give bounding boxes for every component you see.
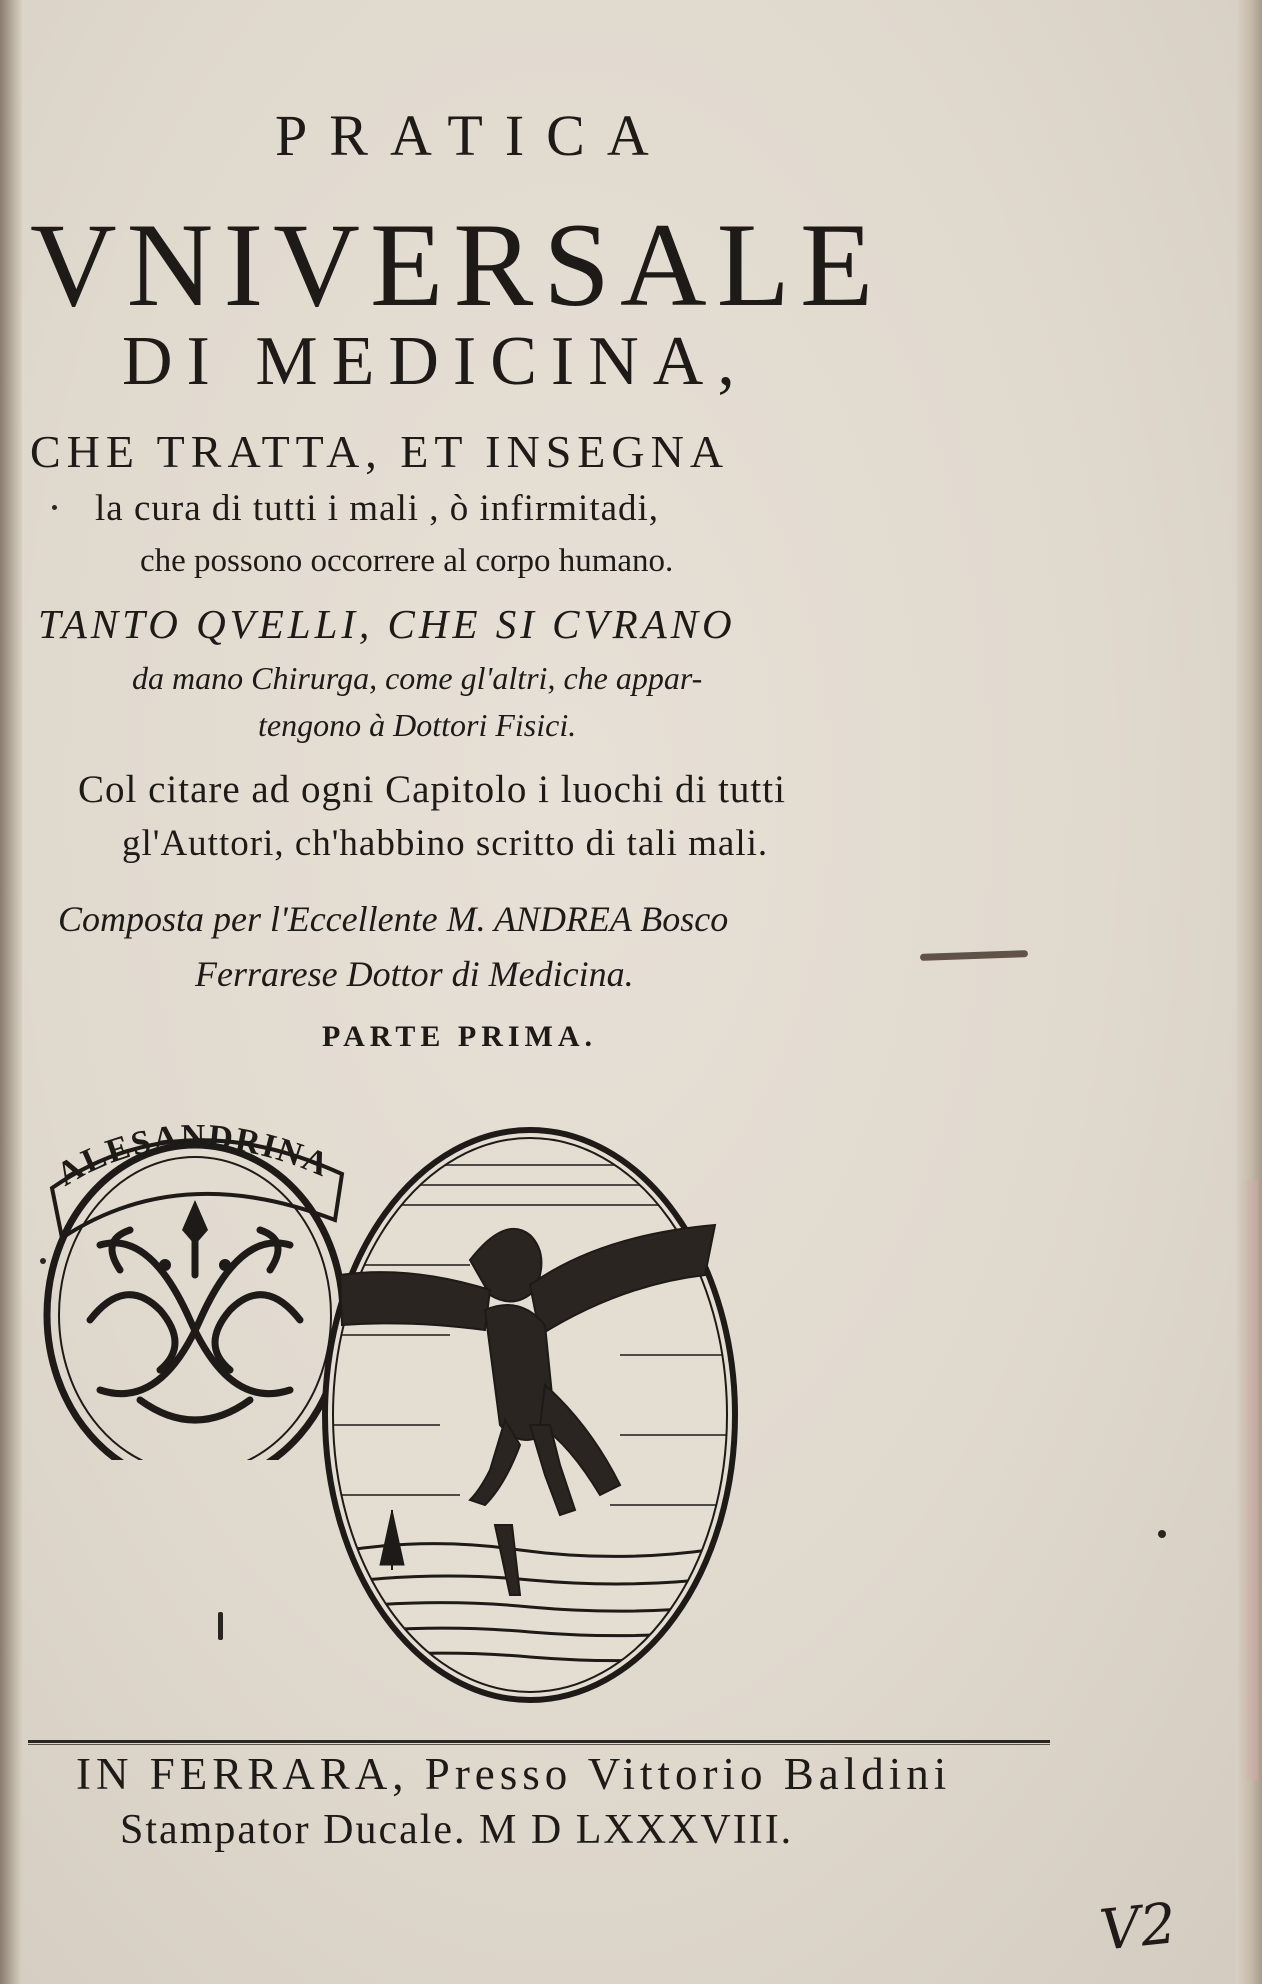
paper-speck — [52, 505, 57, 510]
left-binding-edge — [0, 0, 22, 1984]
imprint-line-printer: Stampator Ducale. M D LXXXVIII. — [120, 1807, 794, 1853]
text-line-tengono: tengono à Dottori Fisici. — [258, 707, 577, 743]
author-line-ferrarese: Ferrarese Dottor di Medicina. — [195, 954, 634, 994]
paper-speck — [218, 1612, 223, 1640]
title-line-universale: VNIVERSALE — [30, 198, 884, 331]
text-line-citare: Col citare ad ogni Capitolo i luochi di tutti — [78, 768, 786, 811]
author-line-composta: Composta per l'Eccellente M. ANDREA Bosco — [58, 899, 729, 939]
icarus-woodcut-icon — [320, 1125, 740, 1705]
stamp-text: ALESANDRINA — [50, 1118, 336, 1194]
imprint-rule — [28, 1740, 1050, 1743]
part-label: PARTE PRIMA. — [322, 1020, 598, 1053]
page-edge-stain — [1240, 1180, 1258, 1780]
paper-speck — [40, 1258, 46, 1264]
imprint-rule-thin — [28, 1744, 1050, 1745]
paper-speck — [1158, 1530, 1166, 1538]
subtitle-line-che-tratta: CHE TRATTA, ET INSEGNA — [30, 426, 730, 477]
title-line-medicina: DI MEDICINA, — [122, 323, 749, 400]
text-line-mano: da mano Chirurga, come gl'altri, che appar- — [132, 660, 703, 696]
title-line-pratica: PRATICA — [275, 103, 671, 168]
text-line-possono: che possono occorrere al corpo humano. — [140, 543, 674, 579]
library-stamp-icon — [30, 1070, 350, 1460]
text-line-auttori: gl'Auttori, ch'habbino scritto di tali mali. — [122, 823, 769, 864]
text-line-cura: la cura di tutti i mali , ò infirmitadi, — [95, 488, 660, 529]
ink-underline-mark — [920, 950, 1028, 961]
imprint-line-city: IN FERRARA, Presso Vittorio Baldini — [76, 1749, 952, 1799]
text-line-tanto: TANTO QVELLI, CHE SI CVRANO — [38, 601, 736, 647]
handwritten-mark: V2 — [1096, 1891, 1180, 1964]
